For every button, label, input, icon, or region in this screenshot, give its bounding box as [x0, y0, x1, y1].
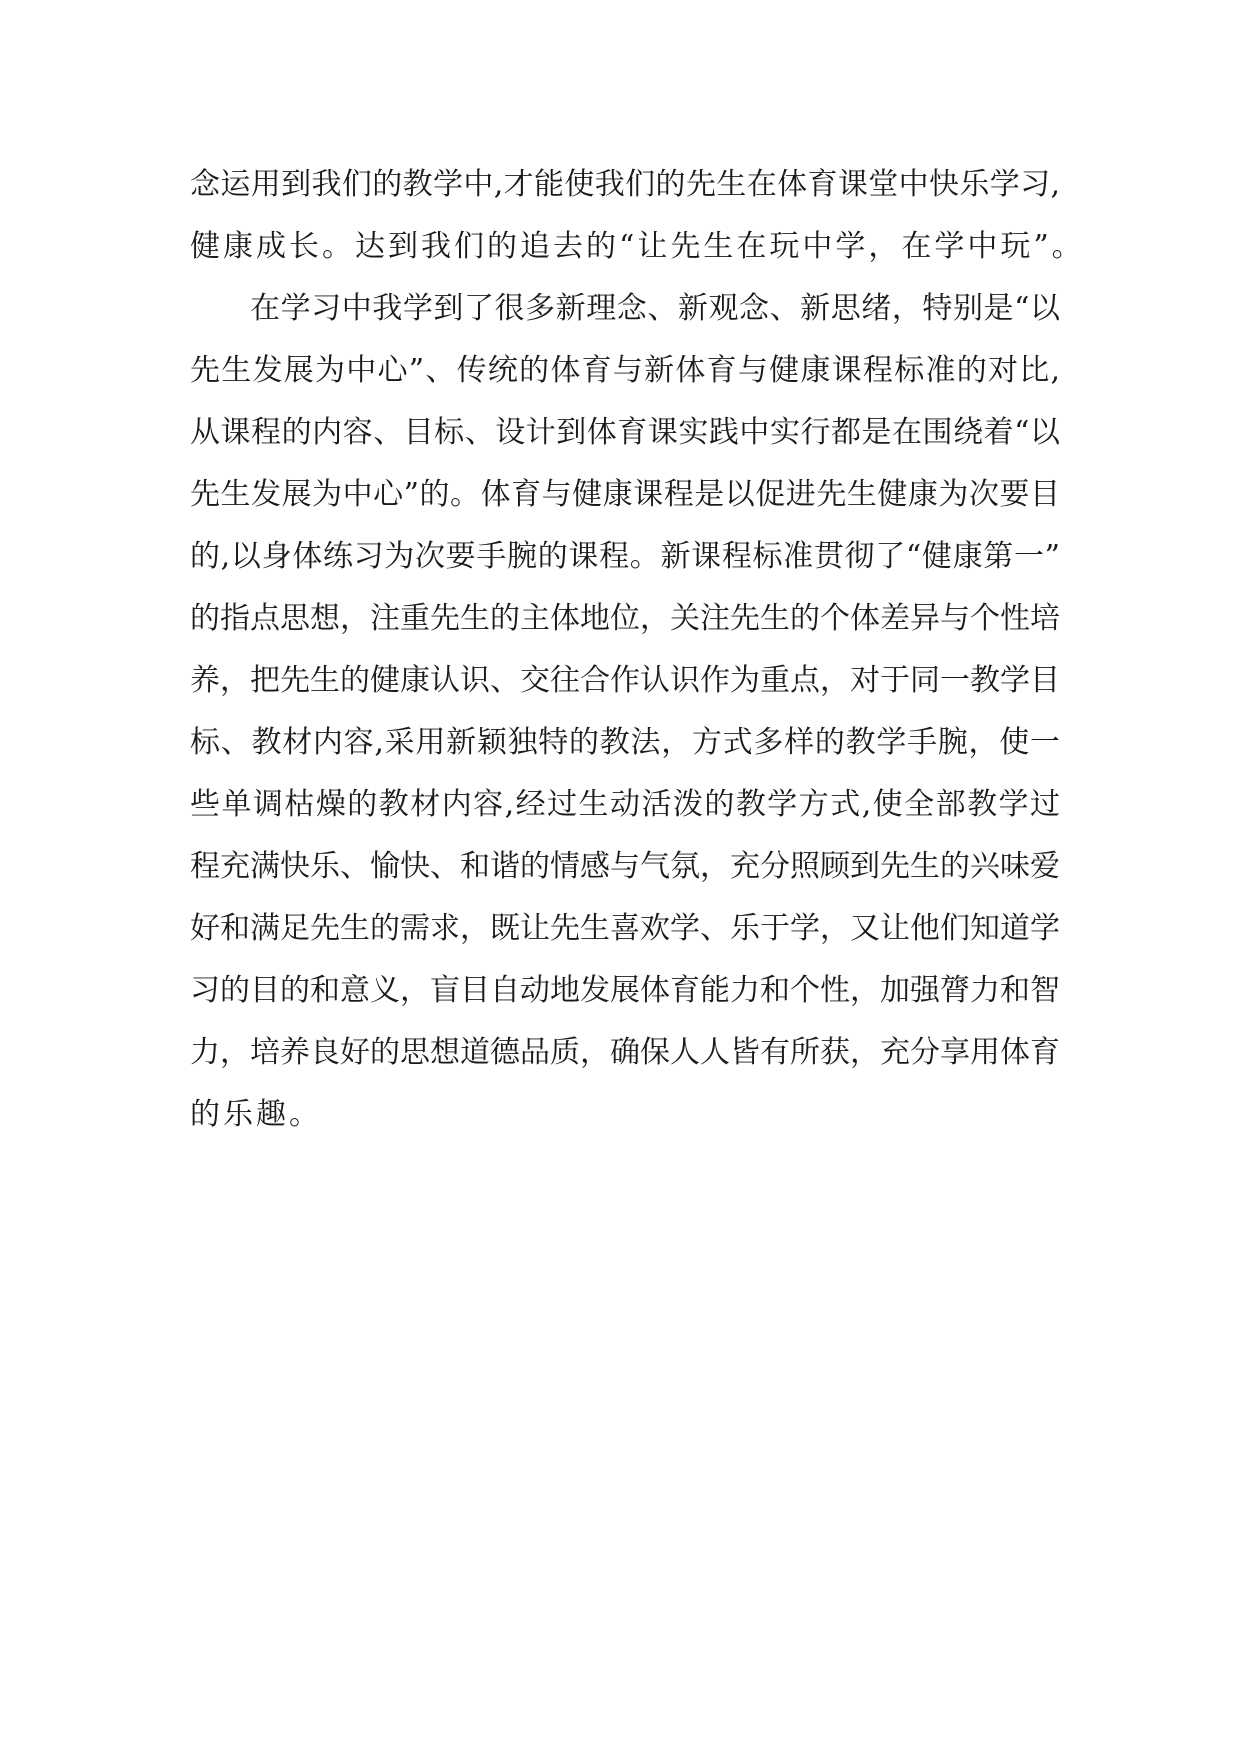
text-line: 些单调枯燥的教材内容,经过生动活泼的教学方式,使全部教学过 [190, 787, 1060, 822]
text-line: 的指点思想，注重先生的主体地位，关注先生的个体差异与个性培 [190, 601, 1060, 636]
text-line: 标、教材内容,采用新颖独特的教法，方式多样的教学手腕，使一 [190, 725, 1060, 760]
document-body [190, 154, 1085, 1146]
text-line: 的乐趣。 [190, 1097, 322, 1132]
text-line: 念运用到我们的教学中,才能使我们的先生在体育课堂中快乐学习, [190, 167, 1060, 202]
text-line: 好和满足先生的需求，既让先生喜欢学、乐于学，又让他们知道学 [190, 911, 1060, 946]
text-line: 先生发展为中心”、传统的体育与新体育与健康课程标准的对比, [190, 353, 1060, 388]
text-line: 的,以身体练习为次要手腕的课程。新课程标准贯彻了“健康第一” [190, 539, 1060, 574]
text-line: 从课程的内容、目标、设计到体育课实践中实行都是在围绕着“以 [190, 415, 1060, 450]
text-line: 先生发展为中心”的。体育与健康课程是以促进先生健康为次要目 [190, 477, 1060, 512]
paragraph-first-line: 在学习中我学到了很多新理念、新观念、新思绪，特别是“以 [250, 291, 1060, 326]
text-line: 程充满快乐、愉快、和谐的情感与气氛，充分照顾到先生的兴味爱 [190, 849, 1060, 884]
text-line: 健康成长。达到我们的追去的“让先生在玩中学，在学中玩”。 [190, 229, 1085, 264]
text-line: 力，培养良好的思想道德品质，确保人人皆有所获，充分享用体育 [190, 1035, 1060, 1070]
text-line: 习的目的和意义，盲目自动地发展体育能力和个性，加强膂力和智 [190, 973, 1060, 1008]
text-line: 养，把先生的健康认识、交往合作认识作为重点，对于同一教学目 [190, 663, 1060, 698]
